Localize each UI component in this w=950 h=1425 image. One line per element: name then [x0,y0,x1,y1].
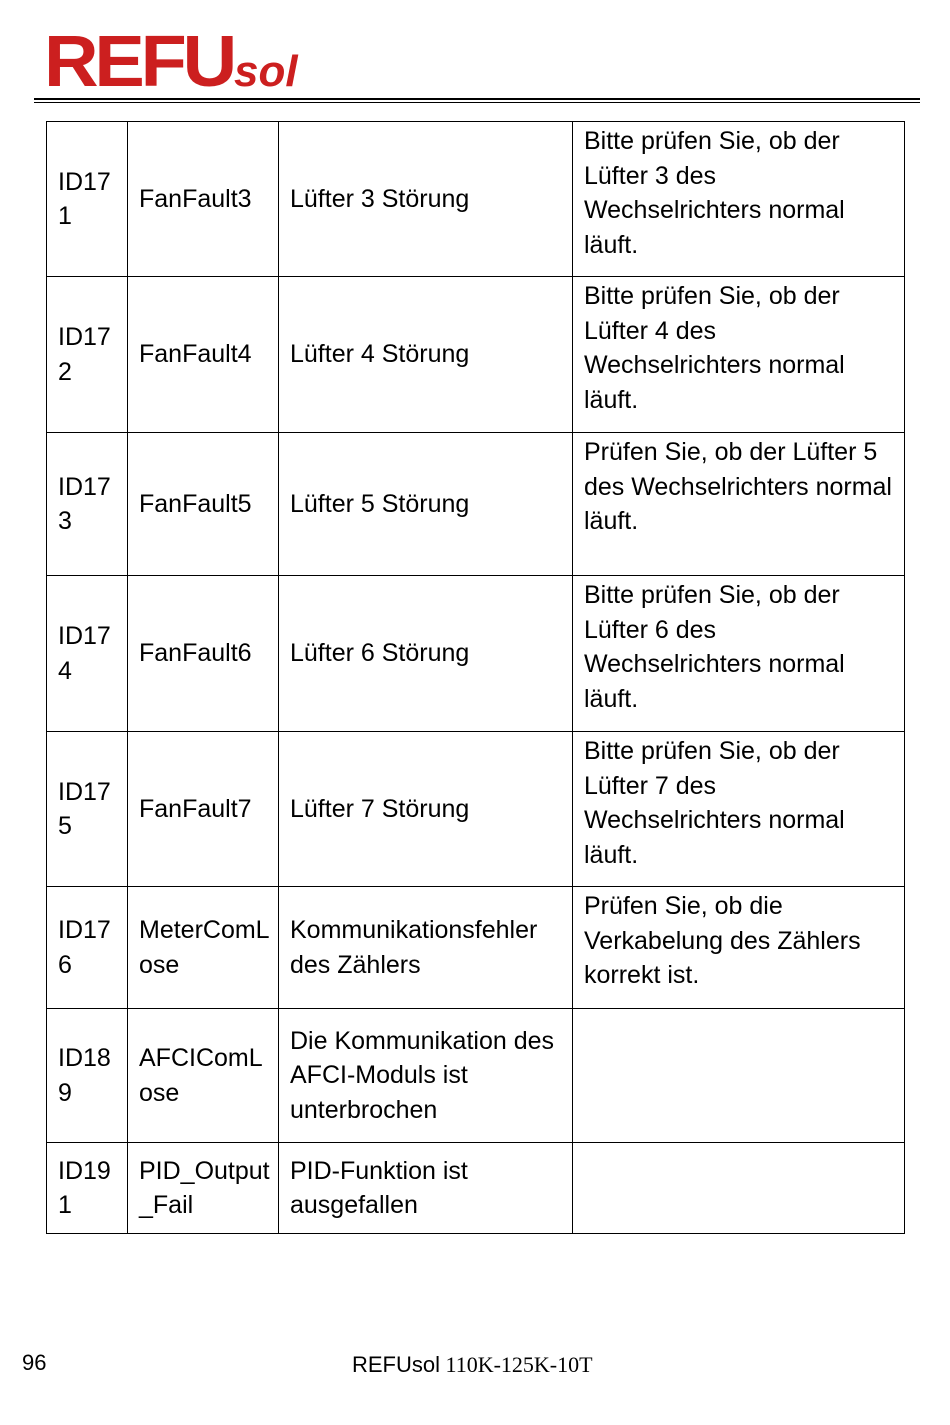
error-name-cell: MeterComLose [128,887,279,1009]
fault-description-cell: Lüfter 5 Störung [279,433,573,576]
error-id-cell: ID18 9 [47,1009,128,1143]
recommended-action-cell: Prüfen Sie, ob die Verkabelung des Zählers korrekt ist. [573,887,905,1009]
fault-description-cell: Lüfter 7 Störung [279,732,573,887]
footer-model: 110K-125K-10T [440,1352,593,1377]
error-name-cell: FanFault7 [128,732,279,887]
page-number: 96 [22,1350,47,1375]
recommended-action-cell: Bitte prüfen Sie, ob der Lüfter 4 des Wechselrichters normal läuft. [573,277,905,433]
error-row [47,1009,905,1143]
error-name-cell: FanFault6 [128,576,279,732]
footer-brand: REFUsol [352,1352,441,1377]
error-id-cell: ID17 6 [47,887,128,1009]
error-id-cell: ID17 1 [47,122,128,277]
fault-description-cell: Lüfter 6 Störung [279,576,573,732]
error-code-table [46,121,905,1234]
fault-description-cell: Lüfter 3 Störung [279,122,573,277]
error-table-body [47,122,905,1234]
error-row [47,433,905,576]
refusol-logo [44,22,298,102]
header-rule-thin [34,102,920,103]
error-name-cell: AFCIComLose [128,1009,279,1143]
error-id-cell: ID17 5 [47,732,128,887]
error-row [47,122,905,277]
recommended-action-cell: Bitte prüfen Sie, ob der Lüfter 3 des Wechselrichters normal läuft. [573,122,905,277]
error-name-cell: FanFault3 [128,122,279,277]
logo-suffix-text: sol [234,47,298,96]
fault-description-cell: Kommunikationsfehler des Zählers [279,887,573,1009]
error-id-cell: ID19 1 [47,1143,128,1234]
fault-description-cell: Die Kommunikation des AFCI-Moduls ist unterbrochen [279,1009,573,1143]
error-id-cell: ID17 4 [47,576,128,732]
error-name-cell: FanFault4 [128,277,279,433]
logo-main-text: REFU [44,22,233,102]
fault-description-cell: PID-Funktion ist ausgefallen [279,1143,573,1234]
header-rule-thick [34,98,920,100]
error-row [47,732,905,887]
error-id-cell: ID17 2 [47,277,128,433]
error-row [47,576,905,732]
error-row [47,887,905,1009]
error-name-cell: PID_Output_Fail [128,1143,279,1234]
recommended-action-cell: Bitte prüfen Sie, ob der Lüfter 6 des Wechselrichters normal läuft. [573,576,905,732]
error-row [47,1143,905,1234]
recommended-action-cell [573,1009,905,1143]
error-row [47,277,905,433]
recommended-action-cell: Prüfen Sie, ob der Lüfter 5 des Wechselrichters normal läuft. [573,433,905,576]
recommended-action-cell [573,1143,905,1234]
footer-title [352,1352,593,1378]
error-id-cell: ID17 3 [47,433,128,576]
error-name-cell: FanFault5 [128,433,279,576]
recommended-action-cell: Bitte prüfen Sie, ob der Lüfter 7 des Wechselrichters normal läuft. [573,732,905,887]
fault-description-cell: Lüfter 4 Störung [279,277,573,433]
